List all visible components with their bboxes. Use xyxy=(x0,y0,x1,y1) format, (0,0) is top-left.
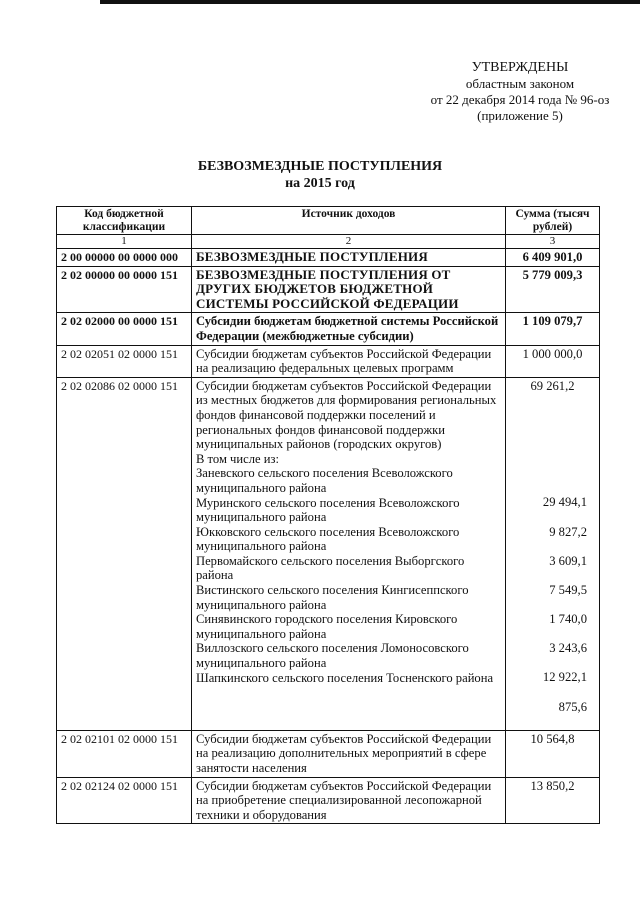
top-border-line xyxy=(100,0,640,4)
sub-amount: 7 549,5 xyxy=(549,582,587,597)
revenue-table xyxy=(56,206,600,824)
table-row xyxy=(57,377,600,730)
sub-item: Первомайского сельского поселения Выборгского района xyxy=(196,553,465,583)
approval-law: областным законом xyxy=(465,76,575,91)
sub-item: Вистинского сельского поселения Кингисеппского муниципального района xyxy=(196,583,469,612)
col-number-2: 2 xyxy=(192,235,506,249)
row-source-text: Субсидии бюджетам субъектов Российской Федерации из местных бюджетов для формирования региональных фондов финансовой поддержки поселений и региональных фондов финансовой поддержки муниципальных районов (городских округов) xyxy=(196,378,497,452)
row-source: БЕЗВОЗМЕЗДНЫЕ ПОСТУПЛЕНИЯ xyxy=(192,249,506,267)
header-source: Источник доходов xyxy=(192,207,506,235)
row-amount: 5 779 009,3 xyxy=(506,266,600,313)
sub-amount: 9 827,2 xyxy=(549,524,587,539)
row-code: 2 00 00000 00 0000 000 xyxy=(57,249,192,267)
row-amount: 1 109 079,7 xyxy=(506,313,600,345)
row-amount: 1 000 000,0 xyxy=(506,345,600,377)
title-line-2: на 2015 год xyxy=(285,176,355,191)
table-row xyxy=(57,313,600,345)
sub-amount: 1 740,0 xyxy=(549,612,587,627)
table-row xyxy=(57,249,600,267)
sub-amount: 29 494,1 xyxy=(542,495,587,510)
row-code: 2 02 02101 02 0000 151 xyxy=(57,730,192,777)
row-source: Субсидии бюджетам бюджетной системы Российской Федерации (межбюджетные субсидии) xyxy=(192,313,506,345)
row-source: БЕЗВОЗМЕЗДНЫЕ ПОСТУПЛЕНИЯ ОТ ДРУГИХ БЮДЖЕТОВ БЮДЖЕТНОЙ СИСТЕМЫ РОССИЙСКОЙ ФЕДЕРАЦИИ xyxy=(192,266,506,313)
header-code: Код бюджетной классификации xyxy=(57,207,192,235)
col-number-1: 1 xyxy=(57,235,192,249)
row-amount xyxy=(506,377,600,730)
sub-item: Синявинского городского поселения Кировского муниципального района xyxy=(196,612,458,641)
sub-item: Юкковского сельского поселения Всеволожского муниципального района xyxy=(196,524,460,554)
row-amount-value: 69 261,2 xyxy=(530,378,575,393)
approval-appendix: (приложение 5) xyxy=(477,108,563,123)
table-row xyxy=(57,777,600,824)
column-number-row xyxy=(57,235,600,249)
row-code: 2 02 02124 02 0000 151 xyxy=(57,777,192,824)
sub-item: Шапкинского сельского поселения Тосненского района xyxy=(196,670,494,685)
including-label: В том числе из: xyxy=(196,451,279,466)
row-code: 2 02 02086 02 0000 151 xyxy=(57,377,192,730)
approval-block xyxy=(420,60,620,124)
col-number-3: 3 xyxy=(506,235,600,249)
row-amount: 13 850,2 xyxy=(506,777,600,824)
row-amount: 6 409 901,0 xyxy=(506,249,600,267)
row-code: 2 02 00000 00 0000 151 xyxy=(57,266,192,313)
sub-amount: 875,6 xyxy=(558,699,587,714)
sub-amount: 3 243,6 xyxy=(549,641,587,656)
approval-heading: УТВЕРЖДЕНЫ xyxy=(471,60,569,75)
row-source: Субсидии бюджетам субъектов Российской Федерации на приобретение специализированной лесопожарной техники и оборудования xyxy=(192,777,506,824)
row-code: 2 02 02000 00 0000 151 xyxy=(57,313,192,345)
table-row xyxy=(57,730,600,777)
row-amount: 10 564,8 xyxy=(506,730,600,777)
sub-amount: 12 922,1 xyxy=(542,670,587,685)
document-title xyxy=(0,158,640,192)
row-source xyxy=(192,377,506,730)
approval-date: от 22 декабря 2014 года № 96-оз xyxy=(430,92,610,107)
row-source: Субсидии бюджетам субъектов Российской Федерации на реализацию дополнительных мероприятий в сфере занятости населения xyxy=(192,730,506,777)
table-row xyxy=(57,345,600,377)
table-row xyxy=(57,266,600,313)
sub-amount: 3 609,1 xyxy=(549,553,587,568)
sub-item: Заневского сельского поселения Всеволожского муниципального района xyxy=(196,466,453,495)
sub-item: Муринского сельского поселения Всеволожского муниципального района xyxy=(196,495,460,525)
sub-amounts xyxy=(510,495,595,729)
amount-spacer xyxy=(510,393,595,495)
header-amount: Сумма (тысяч рублей) xyxy=(506,207,600,235)
row-code: 2 02 02051 02 0000 151 xyxy=(57,345,192,377)
sub-item: Виллозского сельского поселения Ломоносовского муниципального района xyxy=(196,641,469,671)
row-source: Субсидии бюджетам субъектов Российской Федерации на реализацию федеральных целевых программ xyxy=(192,345,506,377)
title-line-1: БЕЗВОЗМЕЗДНЫЕ ПОСТУПЛЕНИЯ xyxy=(197,159,443,174)
table-header-row xyxy=(57,207,600,235)
